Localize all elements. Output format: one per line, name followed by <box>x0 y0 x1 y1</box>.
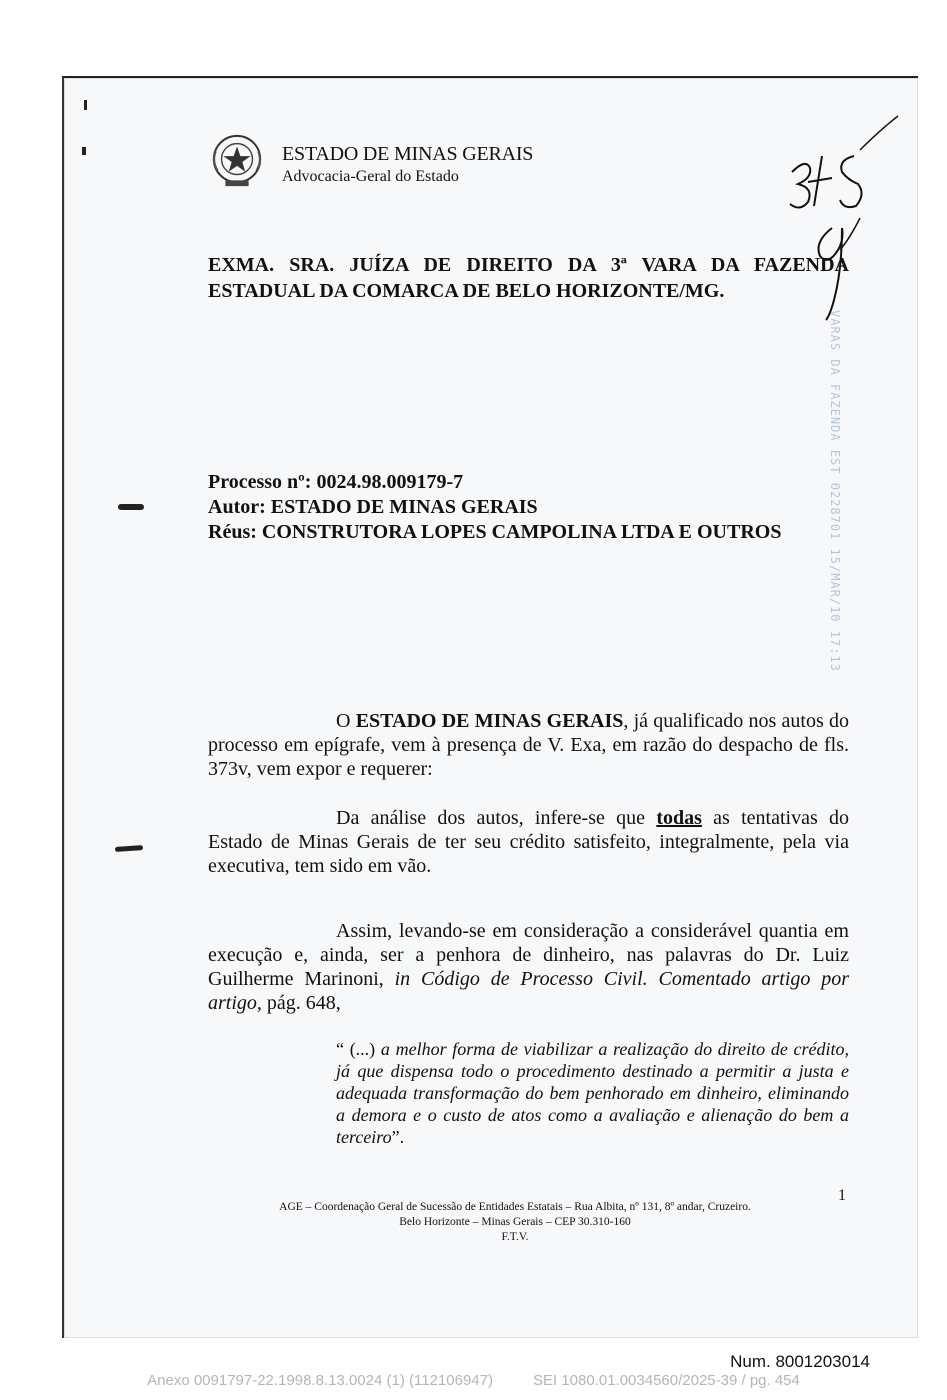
p2-emphasis: todas <box>656 807 702 829</box>
p1-bold: ESTADO DE MINAS GERAIS <box>355 710 624 732</box>
defendants-label: Réus: <box>208 521 257 543</box>
quote-close: ”. <box>391 1127 405 1147</box>
receipt-stamp-text: VARAS DA FAZENDA EST 0228701 15/MAR/10 17:13 <box>828 310 842 672</box>
quote-text: a melhor forma de viabilizar a realização do direito de crédito, já que dispensa todo o procedimento destinado a permitir a justa e adequada transformação do bem penhorado em dinheiro, eliminando a demora e o custo de atos como a avaliação e alienação do bem a terceiro <box>336 1039 849 1147</box>
paragraph-2 <box>208 806 849 878</box>
author-row <box>208 495 781 520</box>
p3-before: Assim, levando-se em consideração a considerável quantia em execução e, ainda, ser a penhora de dinheiro, nas palavras do Dr. Luiz Guilherme Marinoni, <box>208 920 849 990</box>
p3-citation: in Código de Processo Civil. Comentado artigo por artigo, <box>208 968 850 1014</box>
p3-after: pág. 648, <box>266 992 341 1014</box>
p2-before: Da análise dos autos, infere-se que <box>336 807 646 829</box>
annex-left: Anexo 0091797-22.1998.8.13.0024 (1) (112106947) <box>147 1372 493 1389</box>
process-value: 0024.98.009179-7 <box>316 471 464 493</box>
scan-mark-2 <box>82 147 86 155</box>
scan-mark-1 <box>84 100 87 110</box>
addressee-block <box>208 252 849 304</box>
p2-after: as tentativas do Estado de Minas Gerais de ter seu crédito satisfeito, integralmente, pela via executiva, tem sido em vão. <box>208 807 850 877</box>
header-title: ESTADO DE MINAS GERAIS <box>282 143 534 165</box>
addressee-line-1: EXMA. SRA. JUÍZA DE DIREITO DA 3ª VARA DA FAZENDA <box>208 254 849 276</box>
annex-right: SEI 1080.01.0034560/2025-39 / pg. 454 <box>532 1372 800 1389</box>
document-number: Num. 8001203014 <box>730 1352 870 1371</box>
receipt-stamp <box>820 310 850 670</box>
quote-open: “ (...) <box>336 1039 376 1059</box>
footer-line-3: F.T.V. <box>501 1231 529 1243</box>
process-label: Processo nº: <box>208 471 312 493</box>
defendants-row <box>208 520 781 545</box>
case-details <box>208 470 781 545</box>
header-subtitle: Advocacia-Geral do Estado <box>282 168 459 185</box>
footer-line-1: AGE – Coordenação Geral de Sucessão de Entidades Estatais – Rua Albita, nº 131, 8º andar, Cruzeiro. <box>279 1201 751 1213</box>
author-label: Autor: <box>208 496 266 518</box>
p1-lead: O <box>336 710 351 732</box>
page-number: 1 <box>838 1187 846 1204</box>
p1-rest: , já qualificado nos autos do processo em epígrafe, vem à presença de V. Exa, em razão do despacho de fls. 373v, vem expor e requerer: <box>208 710 849 780</box>
footer <box>200 1200 830 1245</box>
quotation <box>336 1038 849 1148</box>
defendants-value: CONSTRUTORA LOPES CAMPOLINA LTDA E OUTROS <box>261 521 782 543</box>
paragraph-1 <box>208 709 849 781</box>
footer-line-2: Belo Horizonte – Minas Gerais – CEP 30.310-160 <box>399 1216 631 1228</box>
author-value: ESTADO DE MINAS GERAIS <box>270 496 538 518</box>
addressee-line-2: ESTADUAL DA COMARCA DE BELO HORIZONTE/MG. <box>208 280 725 302</box>
paragraph-3 <box>208 919 849 1015</box>
annex-reference <box>0 1372 947 1389</box>
scan-mark-3 <box>118 504 144 510</box>
process-row <box>208 470 781 495</box>
coat-of-arms-seal-icon <box>208 132 266 190</box>
